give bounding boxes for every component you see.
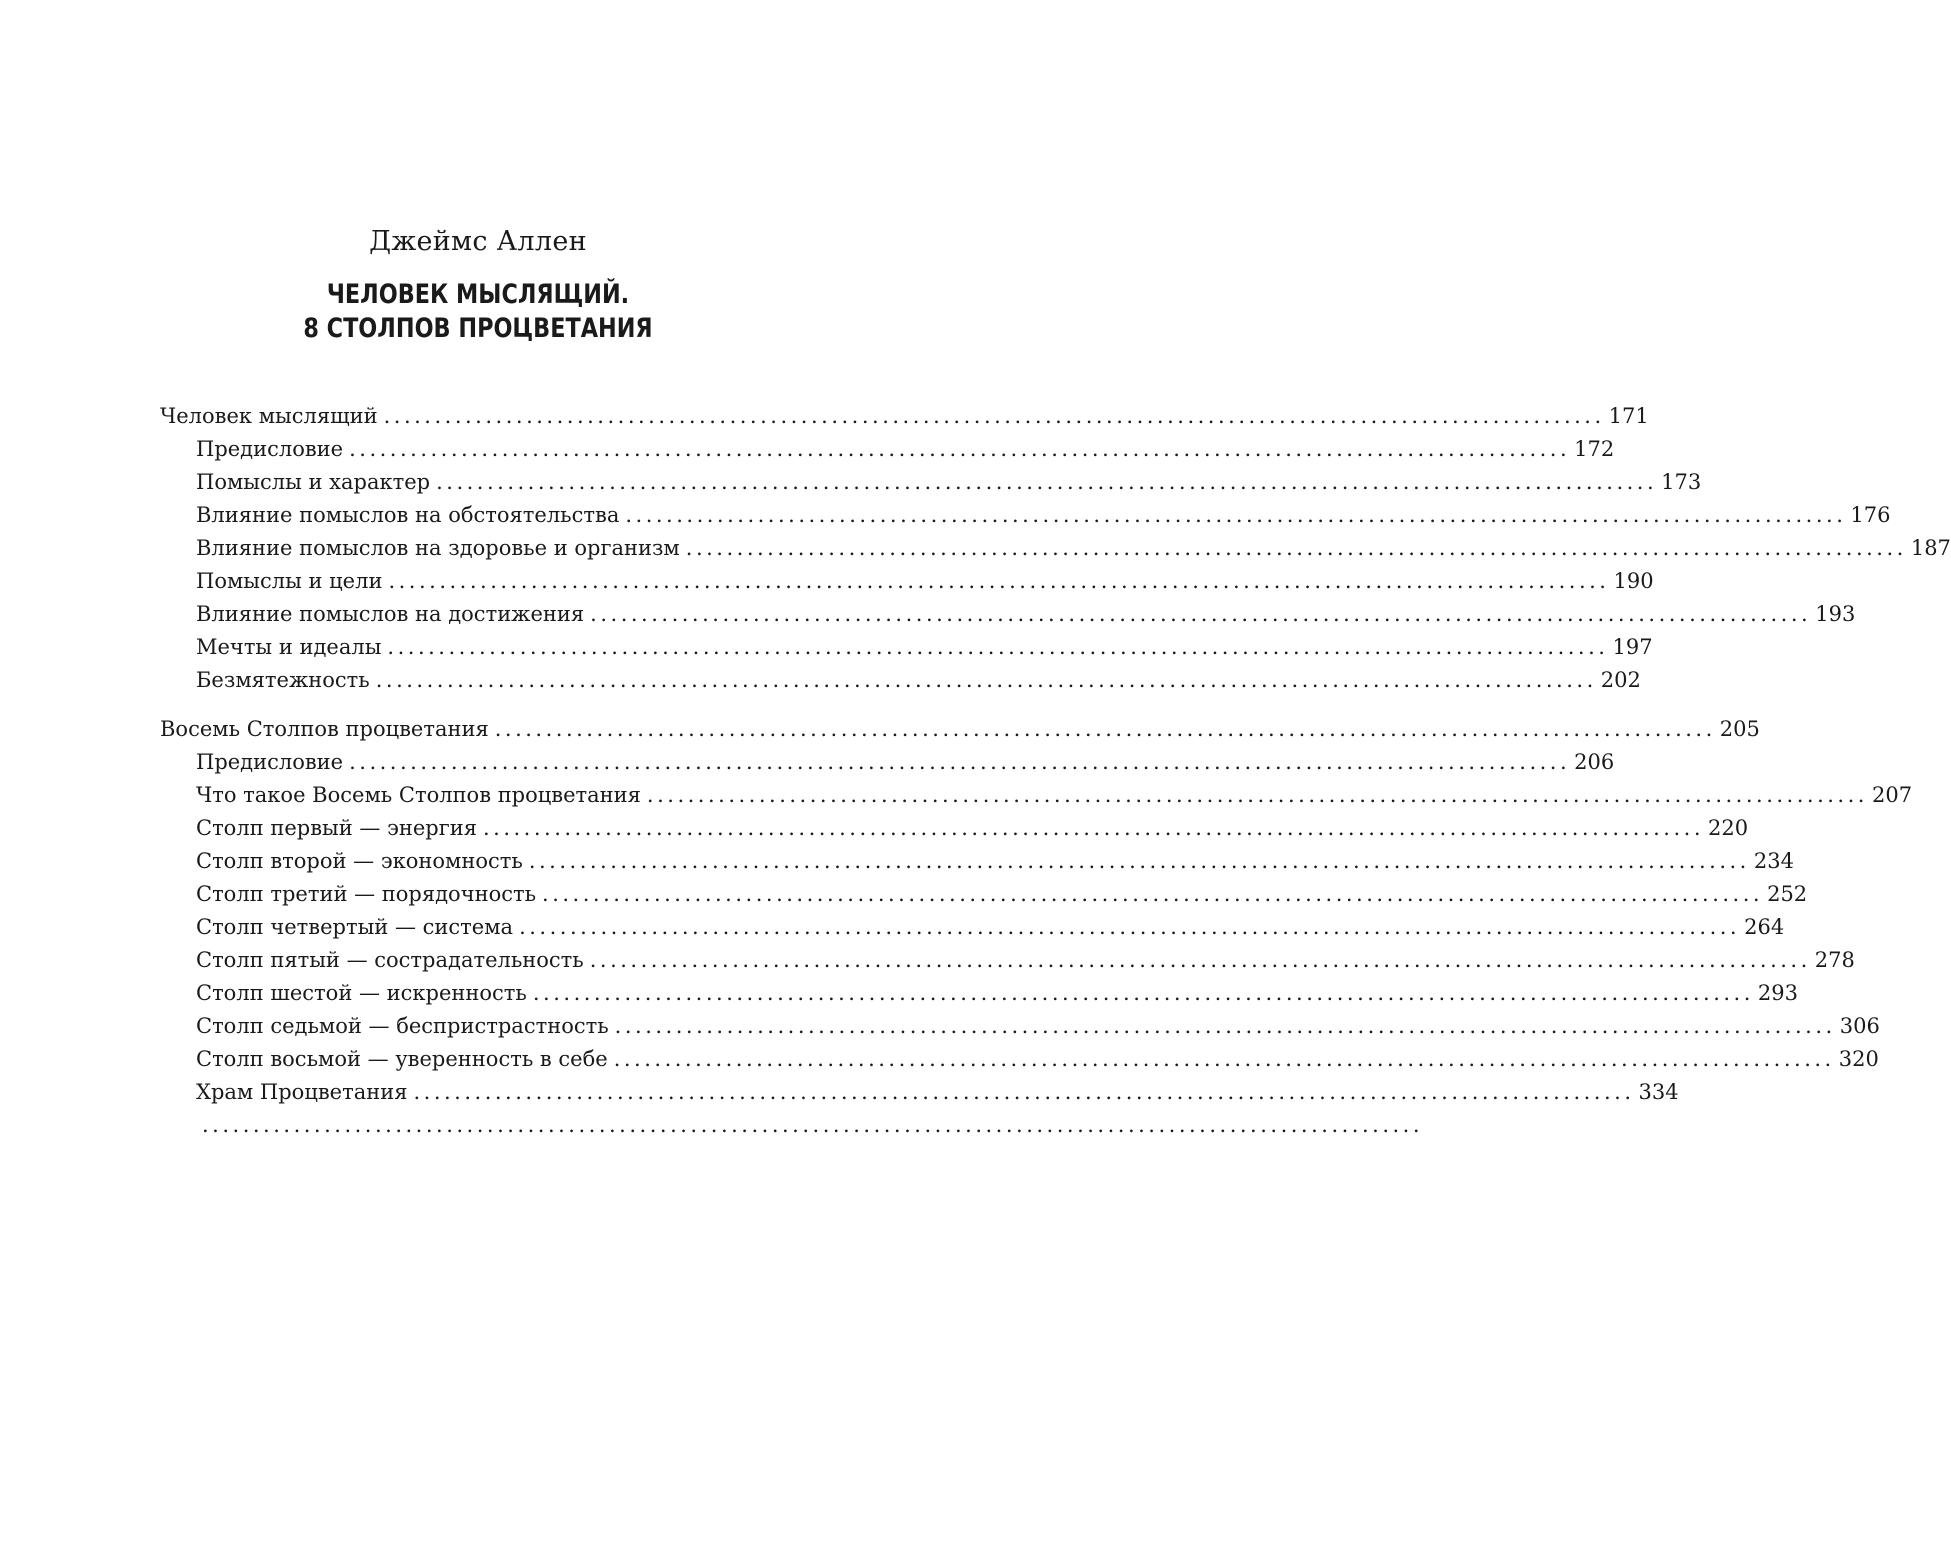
toc-entry-label: Столп второй — экономность xyxy=(196,849,523,873)
toc-leader-dots: ........................................................................................................................ xyxy=(375,668,1597,692)
toc-leader-dots: ........................................................................................................................ xyxy=(519,915,1741,939)
toc-entry xyxy=(160,466,1702,499)
toc-entry-page: 193 xyxy=(1815,602,1856,626)
toc-entry-page: 293 xyxy=(1757,981,1799,1005)
toc-entry-page: 334 xyxy=(1638,1080,1679,1104)
toc-entry xyxy=(160,845,1794,878)
toc-leader-dots: ........................................................................................................................ xyxy=(413,1080,1635,1104)
toc-entry xyxy=(160,433,1615,466)
toc-entry xyxy=(160,664,1641,697)
toc-entry xyxy=(160,1076,1679,1109)
toc-entry xyxy=(160,977,1799,1010)
toc-entry xyxy=(160,812,1749,845)
toc-entry-label: Столп седьмой — беспристрастность xyxy=(196,1014,609,1038)
toc-entry xyxy=(160,631,1653,664)
toc-entry-label: Столп восьмой — уверенность в себе xyxy=(196,1047,608,1071)
toc-heading-label: Восемь Столпов процветания xyxy=(160,717,489,741)
toc-entry-label: Мечты и идеалы xyxy=(196,635,382,659)
toc-entry-label: Храм Процветания xyxy=(196,1080,408,1104)
toc-leader-dots: ........................................................................................................................ xyxy=(590,602,1812,626)
toc-entry-page: 234 xyxy=(1753,849,1794,873)
toc-leader-dots: ........................................................................................................................ xyxy=(436,470,1658,494)
toc-entry-label: Столп четвертый — система xyxy=(196,915,514,939)
toc-leader-dots: ........................................................................................................................ xyxy=(388,569,1610,593)
toc-heading-label: Человек мыслящий xyxy=(160,404,378,428)
toc-entry-label: Столп первый — энергия xyxy=(196,816,477,840)
toc-leader-dots: ........................................................................................................................ xyxy=(613,1047,1835,1071)
toc-entry-label: Безмятежность xyxy=(196,668,370,692)
toc-leader-dots: ........................................................................................................................ xyxy=(685,536,1907,560)
toc-heading xyxy=(160,713,1760,746)
toc-entry-page: 220 xyxy=(1708,816,1749,840)
toc-heading-page: 205 xyxy=(1719,717,1760,741)
toc-entry xyxy=(160,565,1654,598)
toc-leader-dots: ........................................................................................................................ xyxy=(614,1014,1836,1038)
toc-entry-label: Что такое Восемь Столпов процветания xyxy=(196,783,641,807)
toc-entry-page: 197 xyxy=(1612,635,1653,659)
book-title-line-2: 8 СТОЛПОВ ПРОЦВЕТАНИЯ xyxy=(303,313,653,344)
toc-entry-page: 172 xyxy=(1574,437,1615,461)
toc-entry-page: 190 xyxy=(1613,569,1654,593)
toc-entry-page: 278 xyxy=(1814,948,1855,972)
toc-entry-page: 187 xyxy=(1910,536,1951,560)
toc-entry-label: Предисловие xyxy=(196,437,344,461)
toc-entry xyxy=(160,911,1785,944)
toc-entry xyxy=(160,532,1951,565)
toc-entry xyxy=(160,878,1808,911)
toc-leader-dots: ........................................................................................................................ xyxy=(589,948,1811,972)
toc-leader-dots: ........................................................................................................................ xyxy=(349,750,1571,774)
toc-entry-label: Предисловие xyxy=(196,750,344,774)
toc-leader-dots: ........................................................................................................................ xyxy=(625,503,1847,527)
toc-entry-page: 207 xyxy=(1871,783,1913,807)
toc-section-1 xyxy=(160,400,1951,697)
author-name: Джеймс Аллен xyxy=(369,226,587,257)
book-title-line-1: ЧЕЛОВЕК МЫСЛЯЩИЙ. xyxy=(326,279,630,310)
toc-entry-page: 202 xyxy=(1600,668,1641,692)
toc-entry xyxy=(160,1109,1424,1142)
toc-entry-label: Влияние помыслов на здоровье и организм xyxy=(196,536,680,560)
toc-entry-label: Влияние помыслов на обстоятельства xyxy=(196,503,620,527)
toc-entry xyxy=(160,944,1855,977)
toc-leader-dots: ........................................................................................................................ xyxy=(387,635,1609,659)
toc-entry-page: 320 xyxy=(1838,1047,1879,1071)
toc-entry-page: 206 xyxy=(1574,750,1615,774)
toc-leader-dots: ........................................................................................................................ xyxy=(532,981,1754,1005)
toc-heading xyxy=(160,400,1649,433)
toc-leader-dots: ........................................................................................................................ xyxy=(349,437,1571,461)
toc-entry-label: Помыслы и цели xyxy=(196,569,383,593)
toc-leader-dots: ........................................................................................................................ xyxy=(202,1113,1424,1137)
toc-entry xyxy=(160,779,1913,812)
toc-entry-page: 264 xyxy=(1744,915,1785,939)
toc-entry-label: Помыслы и характер xyxy=(196,470,431,494)
toc-entry-label: Столп пятый — сострадательность xyxy=(196,948,584,972)
book-title xyxy=(38,278,918,346)
toc-entry xyxy=(160,1043,1879,1076)
toc-entry-label: Столп третий — порядочность xyxy=(196,882,537,906)
toc-entry-label: Влияние помыслов на достижения xyxy=(196,602,585,626)
toc-entry-page: 306 xyxy=(1839,1014,1880,1038)
toc-leader-dots: ........................................................................................................................ xyxy=(646,783,1868,807)
toc-leader-dots: ........................................................................................................................ xyxy=(482,816,1705,840)
toc-entry xyxy=(160,1010,1880,1043)
toc-leader-dots: ........................................................................................................................ xyxy=(494,717,1716,741)
toc-entry-page: 252 xyxy=(1767,882,1808,906)
toc-leader-dots: ........................................................................................................................ xyxy=(528,849,1750,873)
toc-entry-page: 173 xyxy=(1661,470,1702,494)
toc-entry xyxy=(160,746,1615,779)
toc-leader-dots: ........................................................................................................................ xyxy=(542,882,1764,906)
toc-entry-page: 176 xyxy=(1850,503,1891,527)
toc-entry xyxy=(160,499,1891,532)
toc-section-2 xyxy=(160,713,1913,1142)
toc-leader-dots: ........................................................................................................................ xyxy=(383,404,1605,428)
toc-entry xyxy=(160,598,1856,631)
toc-entry-label: Столп шестой — искренность xyxy=(196,981,527,1005)
toc-heading-page: 171 xyxy=(1608,404,1649,428)
